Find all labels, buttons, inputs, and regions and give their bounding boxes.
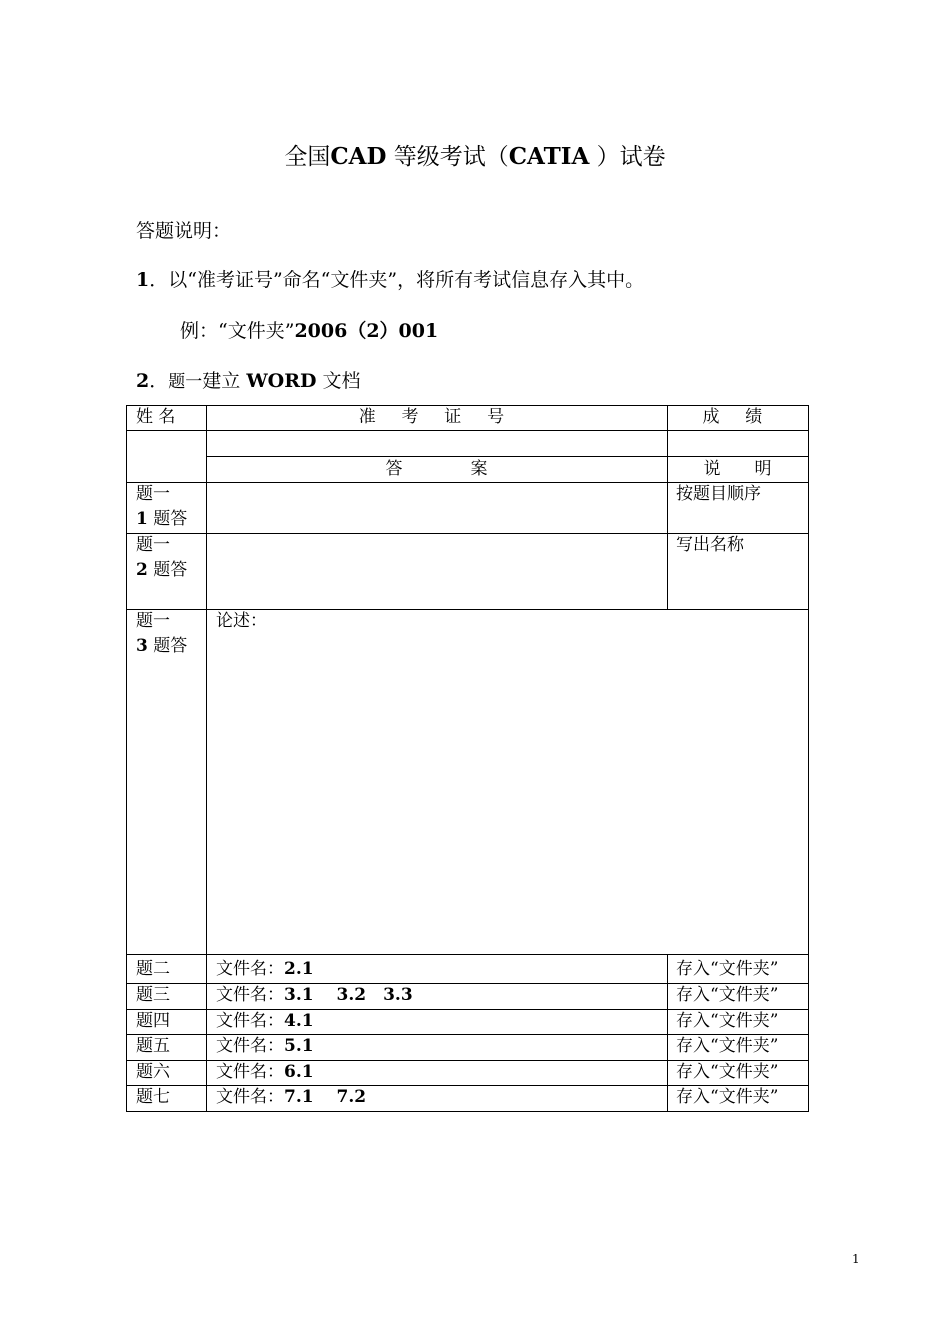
row-label-q3: 题三 <box>136 985 170 1005</box>
file-value: 6.1 <box>284 1062 314 1082</box>
header-name: 姓 名 <box>136 407 176 427</box>
page-number: 1 <box>852 1252 860 1266</box>
item-text: 文档 <box>322 370 361 392</box>
page-title <box>0 138 950 171</box>
table-border <box>126 405 127 1112</box>
table-border <box>126 1111 809 1112</box>
table-border <box>808 405 809 1112</box>
file-value: 5.1 <box>284 1036 314 1056</box>
title-cad: CAD <box>330 143 387 170</box>
title-text: ）试卷 <box>596 144 666 170</box>
label-line: 题答 <box>153 560 188 580</box>
title-text: 全国 <box>284 144 331 170</box>
row-label-q4: 题四 <box>136 1011 170 1031</box>
label-line: 题一 <box>136 535 170 555</box>
row-label-q5: 题五 <box>136 1036 170 1056</box>
instructions-heading: 答题说明： <box>136 220 232 242</box>
item-number: 2 <box>136 370 150 392</box>
instruction-item-1 <box>136 265 644 292</box>
answer-q1-3: 论述： <box>216 611 267 631</box>
file-name-q4 <box>216 1009 314 1034</box>
item-word: WORD <box>246 370 317 392</box>
item-small-label: 题一 <box>168 372 203 392</box>
header-score: 成 绩 <box>702 407 773 427</box>
table-divider <box>126 430 809 431</box>
label-number: 3 <box>136 636 148 656</box>
table-divider <box>206 405 207 1112</box>
file-prefix: 文件名： <box>216 1011 284 1031</box>
file-prefix: 文件名： <box>216 959 284 979</box>
note-q3: 存入“文件夹” <box>676 985 779 1005</box>
row-label-q1-1 <box>136 482 187 532</box>
row-label-q1-2 <box>136 533 187 583</box>
file-value: 7.1 7.2 <box>284 1087 367 1107</box>
table-divider <box>667 954 668 1112</box>
note-q7: 存入“文件夹” <box>676 1087 779 1107</box>
file-prefix: 文件名： <box>216 1087 284 1107</box>
row-label-q6: 题六 <box>136 1062 170 1082</box>
row-label-q7: 题七 <box>136 1087 170 1107</box>
file-value: 3.1 3.2 3.3 <box>284 985 413 1005</box>
title-catia: CATIA <box>508 143 590 170</box>
label-number: 2 <box>136 560 148 580</box>
file-name-q3 <box>216 983 413 1008</box>
header-answer: 答 案 <box>385 459 488 479</box>
instruction-item-2 <box>136 366 361 393</box>
file-prefix: 文件名： <box>216 1062 284 1082</box>
file-value: 4.1 <box>284 1011 314 1031</box>
file-name-q6 <box>216 1060 314 1085</box>
file-value: 2.1 <box>284 959 314 979</box>
file-name-q2 <box>216 957 314 982</box>
label-line: 题答 <box>153 509 188 529</box>
file-prefix: 文件名： <box>216 985 284 1005</box>
note-q1-1: 按题目顺序 <box>676 484 761 504</box>
title-text: 等级考试（ <box>393 144 509 170</box>
item-dot: ． <box>149 370 169 392</box>
note-q2: 存入“文件夹” <box>676 959 779 979</box>
label-line: 题一 <box>136 484 170 504</box>
note-q6: 存入“文件夹” <box>676 1062 779 1082</box>
file-name-q7 <box>216 1085 366 1110</box>
item-text: ．以“准考证号”命名“文件夹”，将所有考试信息存入其中。 <box>149 269 645 291</box>
header-exam-id: 准 考 证 号 <box>358 407 515 427</box>
label-number: 1 <box>136 509 148 529</box>
answer-table <box>126 405 809 1112</box>
row-label-q2: 题二 <box>136 959 170 979</box>
file-prefix: 文件名： <box>216 1036 284 1056</box>
note-q4: 存入“文件夹” <box>676 1011 779 1031</box>
row-label-q1-3 <box>136 609 187 659</box>
item-number: 1 <box>136 269 150 291</box>
file-name-q5 <box>216 1034 314 1059</box>
note-q1-2: 写出名称 <box>676 535 744 555</box>
item-text: 建立 <box>202 370 241 392</box>
example-label: 例：“文件夹” <box>180 320 295 342</box>
label-line: 题答 <box>153 636 188 656</box>
table-divider <box>667 405 668 609</box>
header-note: 说 明 <box>703 459 772 479</box>
example-value: 2006（2）001 <box>294 320 439 342</box>
table-divider <box>126 954 809 955</box>
instruction-example <box>180 316 438 343</box>
label-line: 题一 <box>136 611 170 631</box>
note-q5: 存入“文件夹” <box>676 1036 779 1056</box>
